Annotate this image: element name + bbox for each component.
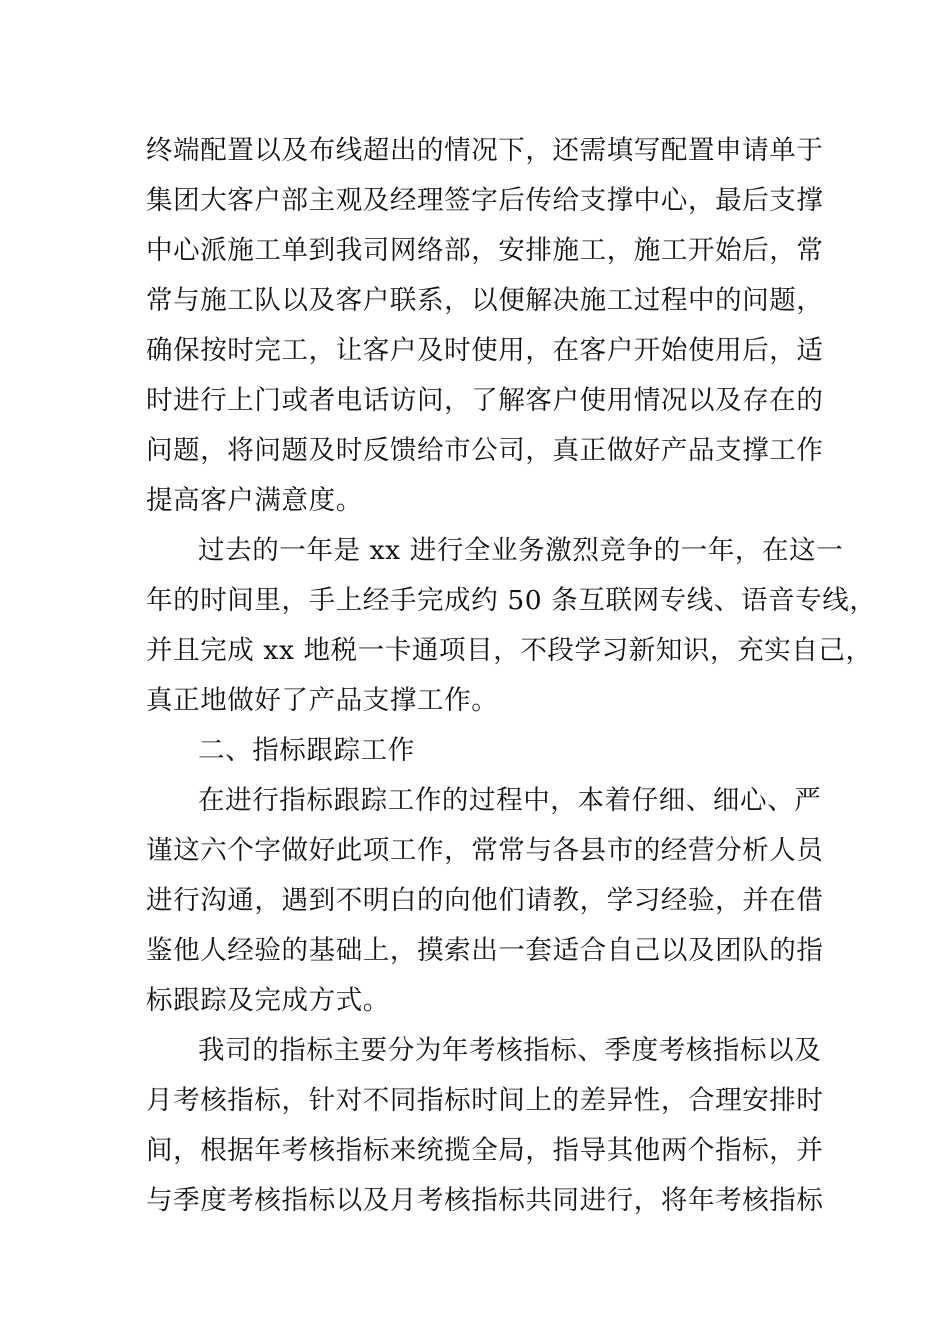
text-line: 年的时间里，手上经手完成约 50 条互联网专线、语音专线， — [146, 585, 877, 616]
text-line: 与季度考核指标以及月考核指标共同进行，将年考核指标 — [146, 1185, 824, 1216]
text-line: 中心派施工单到我司网络部，安排施工，施工开始后，常 — [146, 235, 824, 266]
text-line: 鉴他人经验的基础上，摸索出一套适合自己以及团队的指 — [146, 935, 824, 966]
text-line: 常与施工队以及客户联系，以便解决施工过程中的问题， — [146, 285, 824, 316]
text-line: 间，根据年考核指标来统揽全局，指导其他两个指标，并 — [146, 1135, 824, 1166]
text-line: 月考核指标，针对不同指标时间上的差异性，合理安排时 — [146, 1085, 824, 1116]
paragraph-first-line: 过去的一年是 xx 进行全业务激烈竞争的一年，在这一 — [198, 535, 844, 566]
text-line: 真正地做好了产品支撑工作。 — [146, 685, 499, 716]
text-line: 时进行上门或者电话访问，了解客户使用情况以及存在的 — [146, 385, 824, 416]
paragraph-first-line: 我司的指标主要分为年考核指标、季度考核指标以及 — [198, 1035, 822, 1066]
text-line: 进行沟通，遇到不明白的向他们请教，学习经验，并在借 — [146, 885, 824, 916]
text-line: 并且完成 xx 地税一卡通项目，不段学习新知识，充实自己， — [146, 635, 873, 666]
text-line: 终端配置以及布线超出的情况下，还需填写配置申请单于 — [146, 135, 824, 166]
section-heading: 二、指标跟踪工作 — [198, 735, 415, 766]
paragraph-first-line: 在进行指标跟踪工作的过程中，本着仔细、细心、严 — [198, 785, 822, 816]
text-line: 提高客户满意度。 — [146, 485, 363, 516]
text-line: 问题，将问题及时反馈给市公司，真正做好产品支撑工作 — [146, 435, 824, 466]
text-line: 谨这六个字做好此项工作，常常与各县市的经营分析人员 — [146, 835, 824, 866]
text-line: 标跟踪及完成方式。 — [146, 985, 390, 1016]
text-line: 集团大客户部主观及经理签字后传给支撑中心，最后支撑 — [146, 185, 824, 216]
text-line: 确保按时完工，让客户及时使用，在客户开始使用后，适 — [146, 335, 824, 366]
